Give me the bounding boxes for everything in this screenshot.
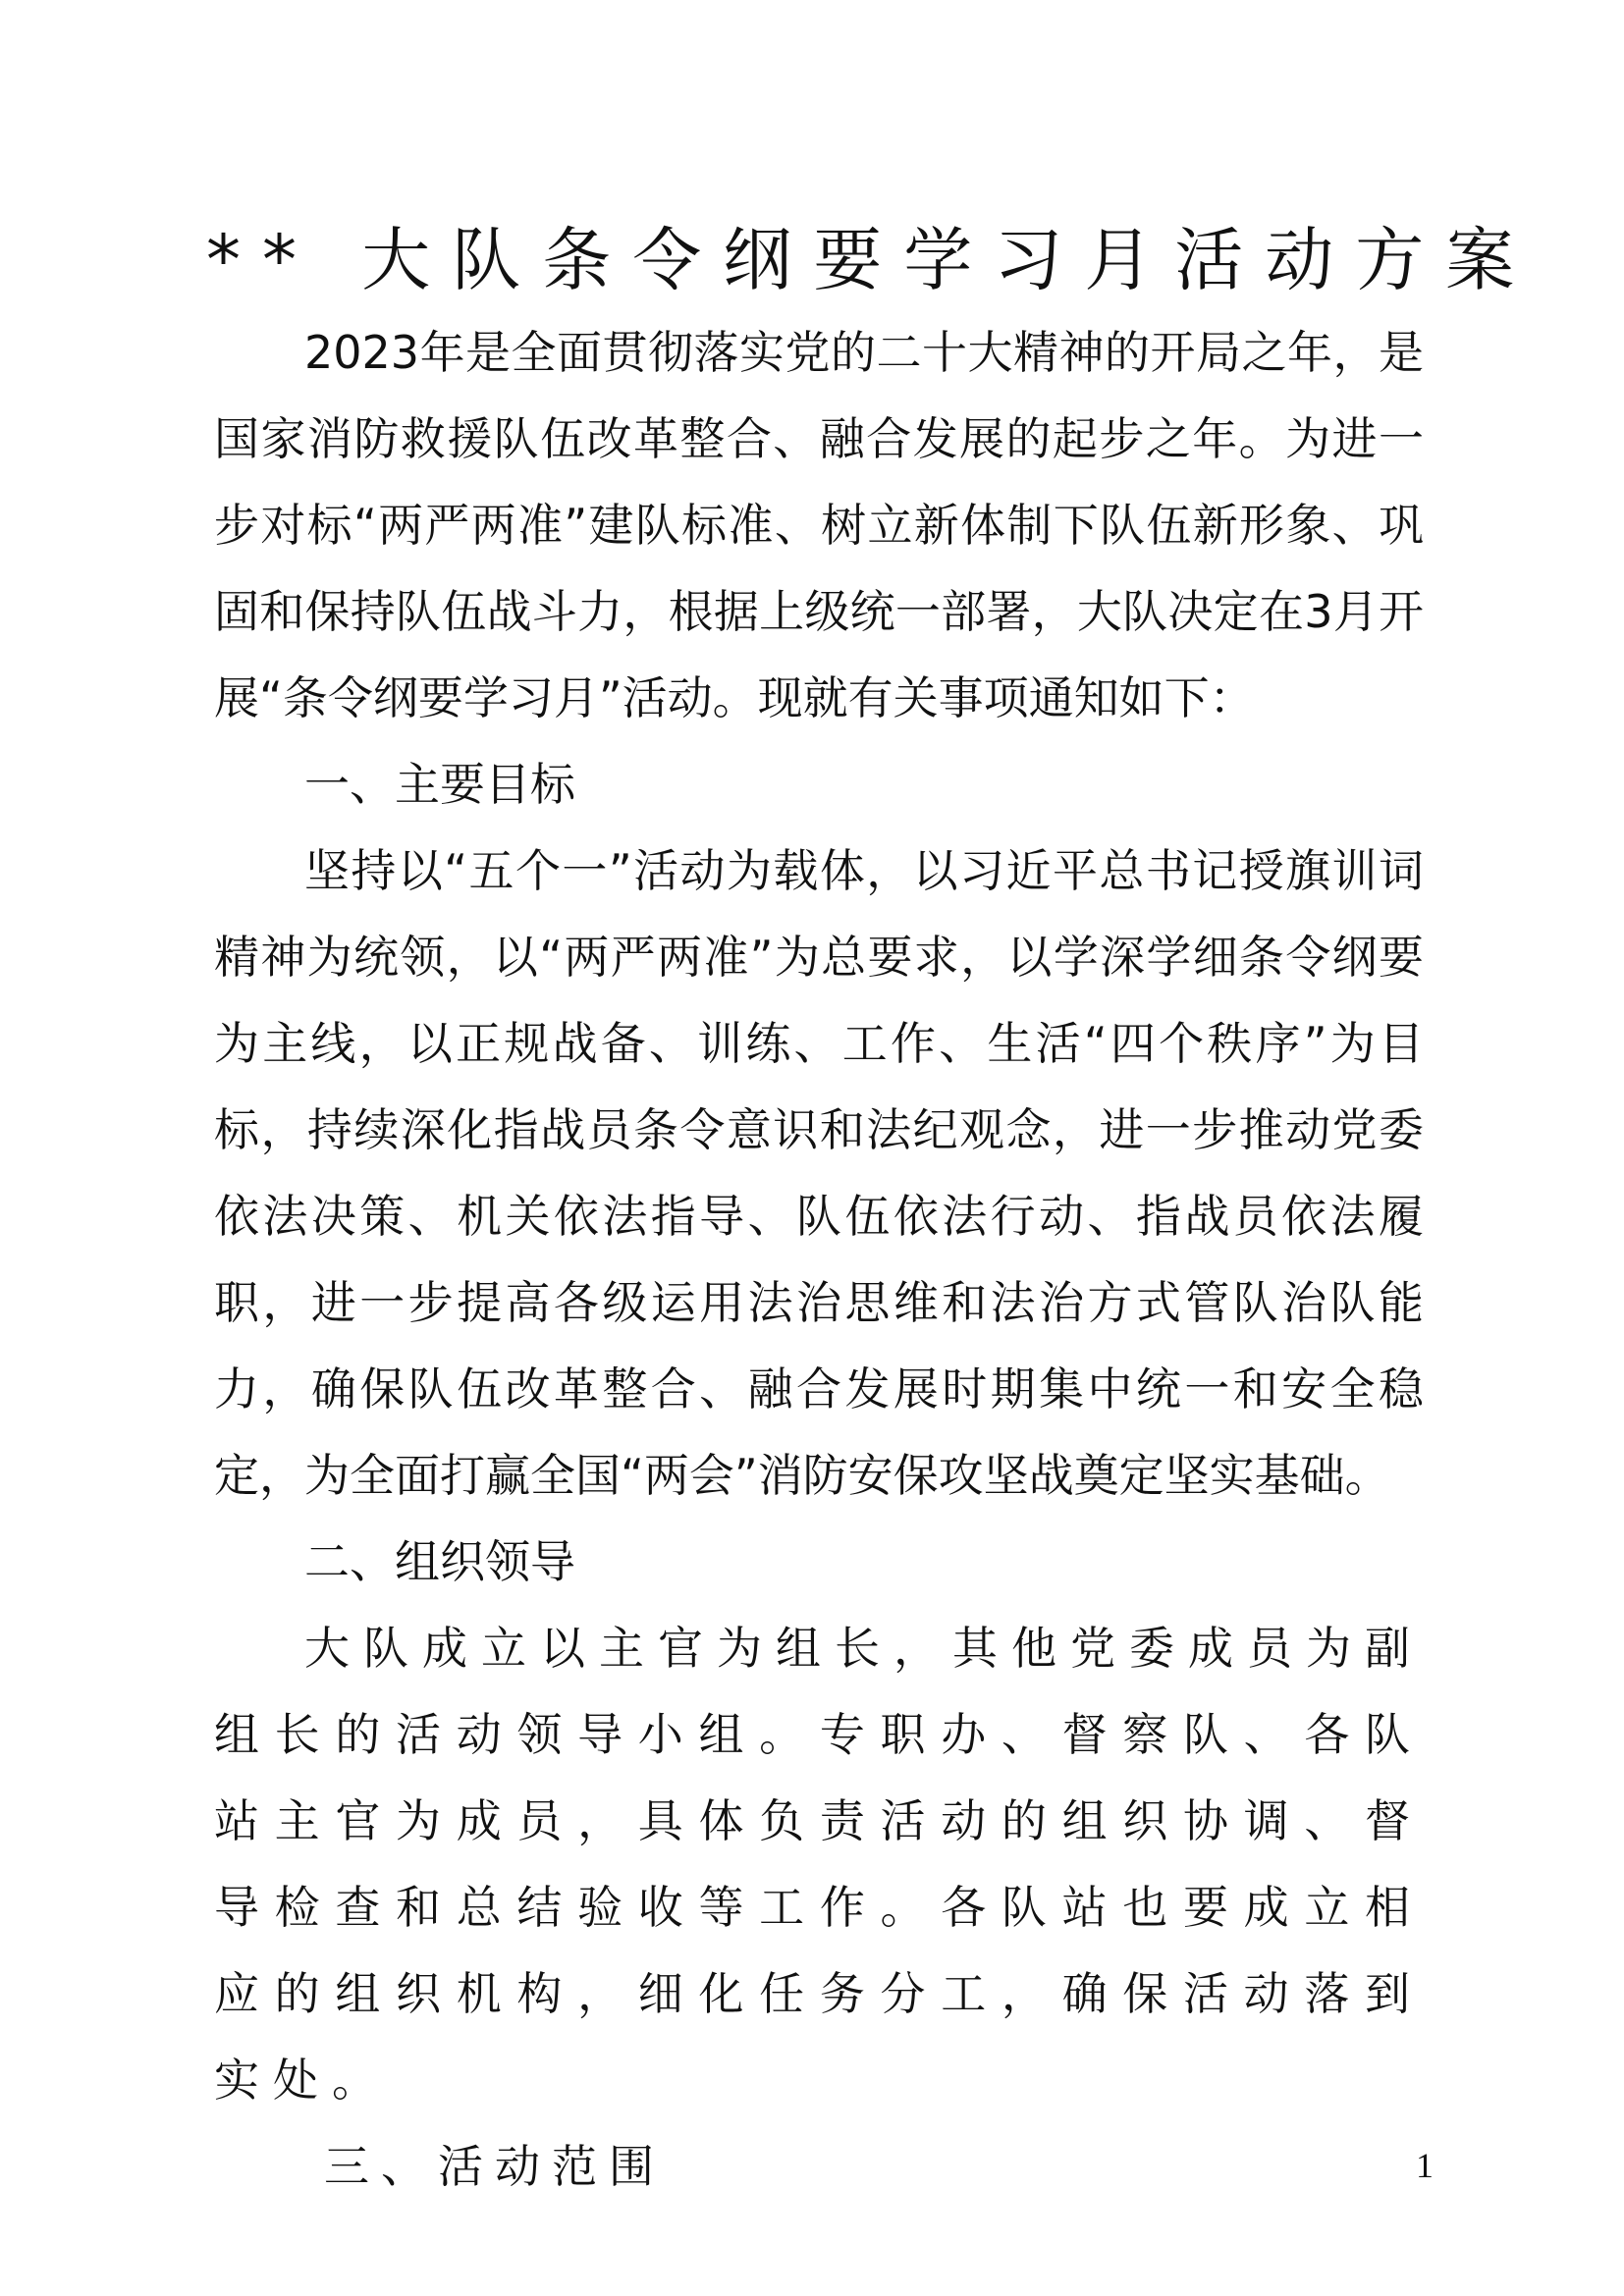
section-heading-organization: 二、组织领导: [304, 1535, 575, 1588]
organization-paragraph: 大队成立以主官为组长，其他党委成员为副组长的活动领导小组。专职办、督察队、各队站主官为成员，具体负责活动的组织协调、督导检查和总结验收等工作。各队站也要成立相应的组织机构，细化任务分工，确保活动落到实处。: [214, 1622, 1424, 2107]
document-body: [214, 309, 1424, 2210]
section-heading-scope: 三、活动范围: [324, 2140, 666, 2193]
page-number: 1: [1416, 2146, 1434, 2185]
intro-paragraph: 2023年是全面贯彻落实党的二十大精神的开局之年，是国家消防救援队伍改革整合、融合发展的起步之年。为进一步对标“两严两准”建队标准、树立新体制下队伍新形象、巩固和保持队伍战斗力，根据上级统一部署，大队决定在3月开展“条令纲要学习月”活动。现就有关事项通知如下：: [214, 326, 1424, 724]
section-heading-goals: 一、主要目标: [304, 758, 575, 811]
document-title: ** 大队条令纲要学习月活动方案: [206, 220, 1537, 300]
goals-paragraph: 坚持以“五个一”活动为载体，以习近平总书记授旗训词精神为统领，以“两严两准”为总要求，以学深学细条令纲要为主线，以正规战备、训练、工作、生活“四个秩序”为目标，持续深化指战员条令意识和法纪观念，进一步推动党委依法决策、机关依法指导、队伍依法行动、指战员依法履职，进一步提高各级运用法治思维和法治方式管队治队能力，确保队伍改革整合、融合发展时期集中统一和安全稳定，为全面打赢全国“两会”消防安保攻坚战奠定坚实基础。: [214, 844, 1424, 1502]
